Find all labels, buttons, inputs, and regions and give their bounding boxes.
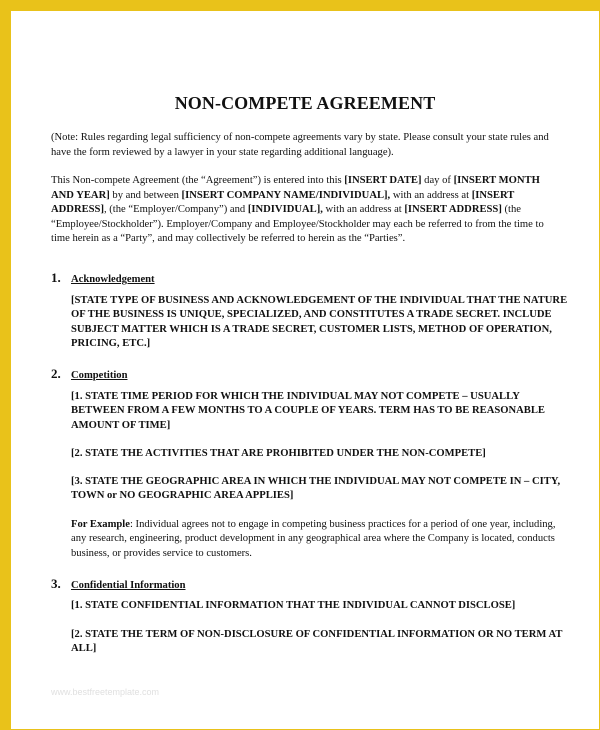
insert-address-placeholder: [INSERT ADDRESS] <box>404 204 502 215</box>
intro-text: , (the “Employer/Company”) and <box>103 204 248 215</box>
section-number: 2. <box>51 366 61 381</box>
watermark: www.bestfreetemplate.com <box>51 687 160 697</box>
intro-text: This Non-compete Agreement (the “Agreement”) is entered into this <box>51 175 345 186</box>
document-title: NON-COMPETE AGREEMENT <box>174 93 436 113</box>
section-title: Confidential Information <box>71 580 186 591</box>
intro-text: by and between <box>109 189 182 201</box>
intro-text: with an address at <box>322 204 405 215</box>
example-text: : Individual agrees not to engage in competing business practices for a period of one year, including, any research, engineering, product development in any geographical area where the Company is located, conducts business, or provides service to customers. <box>71 519 556 559</box>
section-title: Acknowledgement <box>71 274 155 285</box>
individual-placeholder: [INDIVIDUAL], <box>247 204 323 215</box>
document-frame <box>5 5 595 725</box>
section-1-heading <box>51 270 571 286</box>
intro-text: with an address at <box>390 189 472 201</box>
intro-text: day of <box>421 175 454 186</box>
section-3-block-1: [1. STATE CONFIDENTIAL INFORMATION THAT THE INDIVIDUAL CANNOT DISCLOSE] <box>71 600 516 611</box>
insert-address-placeholder: [INSERT ADDRESS] <box>51 189 515 215</box>
example-label: For Example <box>71 519 130 530</box>
section-2-block-1: [1. STATE TIME PERIOD FOR WHICH THE INDIVIDUAL MAY NOT COMPETE – USUALLY BETWEEN FROM A FEW MONTHS TO A COUPLE OF YEARS. TERM HAS TO BE REASONABLE AMOUNT OF TIME] <box>71 391 545 431</box>
insert-company-placeholder: [INSERT COMPANY NAME/INDIVIDUAL], <box>181 189 391 201</box>
section-number: 1. <box>51 270 61 285</box>
section-1-block-1: [STATE TYPE OF BUSINESS AND ACKNOWLEDGEMENT OF THE INDIVIDUAL THAT THE NATURE OF THE BUSINESS IS UNIQUE, SPECIALIZED, AND CONSTITUTES A TRADE SECRET. INCLUDE SUBJECT MATTER WHICH IS A TRADE SECRET, CUSTOMER LISTS, METHOD OF OPERATION, PRICING, ETC.] <box>71 295 568 350</box>
section-2-heading <box>51 366 571 382</box>
note-paragraph: (Note: Rules regarding legal sufficiency of non-compete agreements vary by state. Please consult your state rules and have the form reviewed by a lawyer in your state regarding additional language). <box>51 132 549 158</box>
section-title: Competition <box>71 370 128 381</box>
section-2-example <box>71 518 571 561</box>
section-number: 3. <box>51 576 61 591</box>
intro-paragraph <box>51 174 563 247</box>
section-3-block-2: [2. STATE THE TERM OF NON-DISCLOSURE OF CONFIDENTIAL INFORMATION OR NO TERM AT ALL] <box>71 629 563 655</box>
section-2-block-2: [2. STATE THE ACTIVITIES THAT ARE PROHIBITED UNDER THE NON-COMPETE] <box>71 448 486 459</box>
section-3-heading <box>51 576 571 592</box>
section-2-block-3: [3. STATE THE GEOGRAPHIC AREA IN WHICH THE INDIVIDUAL MAY NOT COMPETE IN – CITY, TOWN or NO GEOGRAPHIC AREA APPLIES] <box>71 476 561 502</box>
document-page <box>11 11 599 729</box>
insert-date-placeholder: [INSERT DATE] <box>344 175 422 186</box>
insert-month-year-placeholder: [INSERT MONTH AND YEAR] <box>51 175 540 201</box>
intro-text: (the “Employee/Stockholder”). Employer/Company and Employee/Stockholder may each be referred to from the time to time herein as a “Party”, and may collectively be referred to herein as the “Parties”. <box>51 204 544 244</box>
